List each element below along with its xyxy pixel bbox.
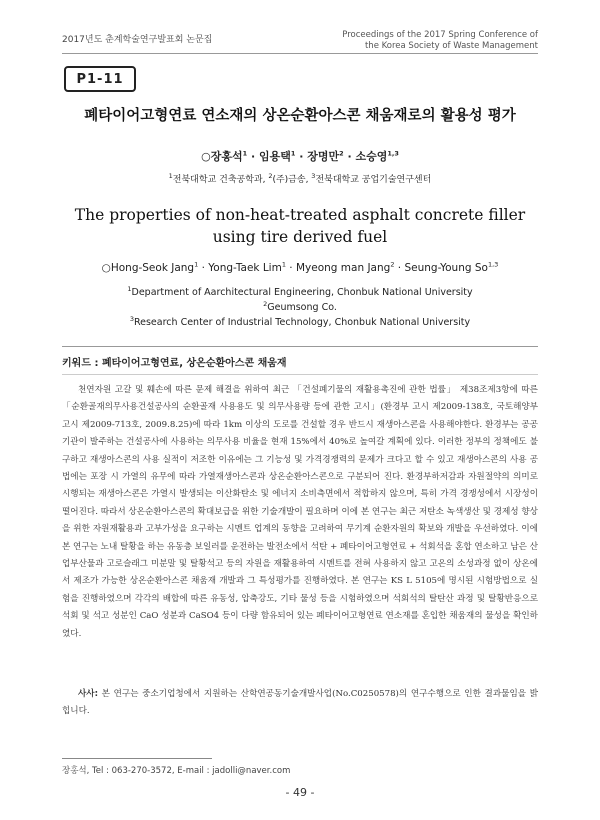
affil-ko-1: 전북대학교 건축공학과, [172, 175, 269, 185]
author-en-4-sup: 1,3 [487, 260, 499, 269]
author-en-2-sup: 1 [281, 260, 286, 269]
author-ko-1: 장홍석 [210, 150, 243, 163]
author-ko-2: 임용택 [258, 150, 291, 163]
author-separator: · [394, 262, 405, 274]
author-en-3: Myeong man Jang [295, 262, 391, 274]
affil-ko-3-sup: 3 [311, 172, 316, 180]
affiliations-english [0, 285, 600, 330]
keywords-top-rule [62, 346, 538, 347]
author-ko-4-sup: 1,3 [387, 149, 399, 158]
author-en-3-sup: 2 [390, 260, 395, 269]
affil-en-2: Geumsong Co. [267, 302, 337, 313]
presenter-marker: ○ [101, 262, 111, 274]
author-ko-3: 장명만 [307, 150, 340, 163]
affil-en-row-2 [0, 300, 600, 315]
author-ko-3-sup: 2 [339, 149, 344, 158]
affil-ko-2-sup: 2 [268, 172, 273, 180]
corresponding-author-footnote: 장홍석, Tel : 063-270-3572, E-mail : jadolli@naver.com [62, 766, 291, 776]
authors-english [0, 262, 600, 274]
author-en-4: Seung-Young So [404, 262, 488, 274]
author-en-1: Hong-Seok Jang [110, 262, 195, 274]
author-separator: · [295, 150, 308, 163]
keywords: 키워드 : 폐타이어고형연료, 상온순환아스콘 채움재 [62, 358, 287, 369]
affil-en-1: Department of Aarchitectural Engineering, Chonbuk National University [131, 287, 473, 298]
footnote-rule [62, 758, 212, 759]
author-separator: · [343, 150, 356, 163]
running-header-right-line2: the Korea Society of Waste Management [364, 41, 538, 51]
title-english [0, 204, 600, 248]
affil-en-1-sup: 1 [127, 284, 132, 293]
authors-korean [0, 148, 600, 164]
acknowledgement-text: 본 연구는 중소기업청에서 지원하는 산학연공동기술개발사업(No.C0250578)의 연구수행으로 인한 결과물임을 밝힙니다. [62, 689, 538, 717]
abstract-body: 천연자원 고갈 및 훼손에 따른 문제 해결을 위하여 최근 「건설폐기물의 재활용촉진에 관한 법률」 제38조제3항에 따른 「순환골재의무사용건설공사의 순환골재 사용용도 및 의무사용량 등에 관한 고시」(환경부 고시 제2009-138호, 국토해양부 고시 제2009-713호, 2009.8.25)에 따라 1km 이상의 도로를 건설할 경우 반드시 재생아스콘을 사용해야한다. 환경부는 공공기관이 발주하는 건설공사에 사용하는 의무사용 비율을 현재 15%에서 40%로 높여갈 계획에 있다. 이러한 정부의 정책에도 불구하고 재생아스콘의 사용 실적이 저조한 이유에는 그 기능성 및 가격경쟁력의 문제가 크다고 할 수 있고 재생아스콘의 사용 공법에는 포장 시 가열의 유무에 따라 가열재생아스콘과 상온순환아스콘으로 구분되어 진다. 환경부하저감과 자원절약의 의미로 시행되는 재생아스콘은 가열시 발생되는 이산화탄소 및 에너지 소비측면에서 적합하지 않으며, 특히 가격 경쟁성에서 시장성이 떨어진다. 따라서 상온순환아스콘의 확대보급을 위한 기술개발이 필요하며 이에 본 연구는 최근 저탄소 녹색생산 및 경제성 향상을 위한 자원재활용과 고부가성을 요구하는 시멘트 업계의 동향을 고려하여 무기계 순환자원의 확보와 개발을 우선하였다. 이에 본 연구는 노내 탈황을 하는 유동층 보일러를 운전하는 발전소에서 석탄 + 폐타이어고형연료 + 석회석을 혼합 연소하고 남은 산업부산물과 고로슬래그 미분말 및 탈황석고 등의 자원을 재활용하여 시멘트를 전혀 사용하지 않고 고온의 소성과정 없이 상온에서 제조가 가능한 상온순환아스콘 채움재 개발과 그 특성평가를 진행하였다. 본 연구는 KS L 5105에 명시된 시험방법으로 실험을 진행하였으며 각각의 배합에 따른 유동성, 압축강도, 기타 물성 등을 시험하였으며 석회석의 탈탄산 과정 및 탈황반응으로 석회 및 석고 성분인 CaO 성분과 CaSO4 등이 다량 함유되어 있는 폐타이어고형연료 연소재를 혼입한 채움재의 물성을 확인하였다. [62, 385, 538, 639]
affil-en-row-1 [0, 285, 600, 300]
acknowledgement-label: 사사: [78, 689, 99, 699]
affil-ko-1-sup: 1 [168, 172, 173, 180]
presenter-marker: ○ [201, 150, 211, 163]
title-english-line2: using tire derived fuel [212, 228, 388, 246]
acknowledgement [62, 686, 538, 721]
author-en-2: Yong-Taek Lim [208, 262, 282, 274]
title-korean: 폐타이어고형연료 연소재의 상온순환아스콘 채움재로의 활용성 평가 [84, 108, 516, 124]
author-separator: · [285, 262, 296, 274]
running-header-right [342, 30, 538, 52]
header-divider [62, 53, 538, 54]
author-separator: · [247, 150, 259, 163]
affil-en-3: Research Center of Industrial Technology, Chonbuk National University [133, 317, 471, 328]
author-en-1-sup: 1 [194, 260, 199, 269]
affil-en-2-sup: 2 [263, 299, 268, 308]
affil-ko-3: 전북대학교 공업기술연구센터 [315, 175, 432, 185]
affil-en-3-sup: 3 [129, 314, 134, 323]
title-english-line1: The properties of non-heat-treated asphalt concrete filler [74, 206, 526, 224]
affil-en-row-3 [0, 315, 600, 330]
running-header-right-line1: Proceedings of the 2017 Spring Conference of [342, 30, 538, 40]
running-header-left: 2017년도 춘계학술연구발표회 논문집 [62, 35, 213, 45]
author-ko-2-sup: 1 [290, 149, 296, 158]
page-number: - 49 - [285, 786, 315, 799]
author-ko-4: 소승영 [355, 150, 388, 163]
author-ko-1-sup: 1 [242, 149, 248, 158]
author-separator: · [198, 262, 209, 274]
affil-ko-2: (주)금송, [272, 175, 312, 185]
affiliations-korean [0, 172, 600, 185]
paper-code-badge: P1-11 [64, 66, 136, 92]
keywords-bottom-rule [62, 374, 538, 375]
